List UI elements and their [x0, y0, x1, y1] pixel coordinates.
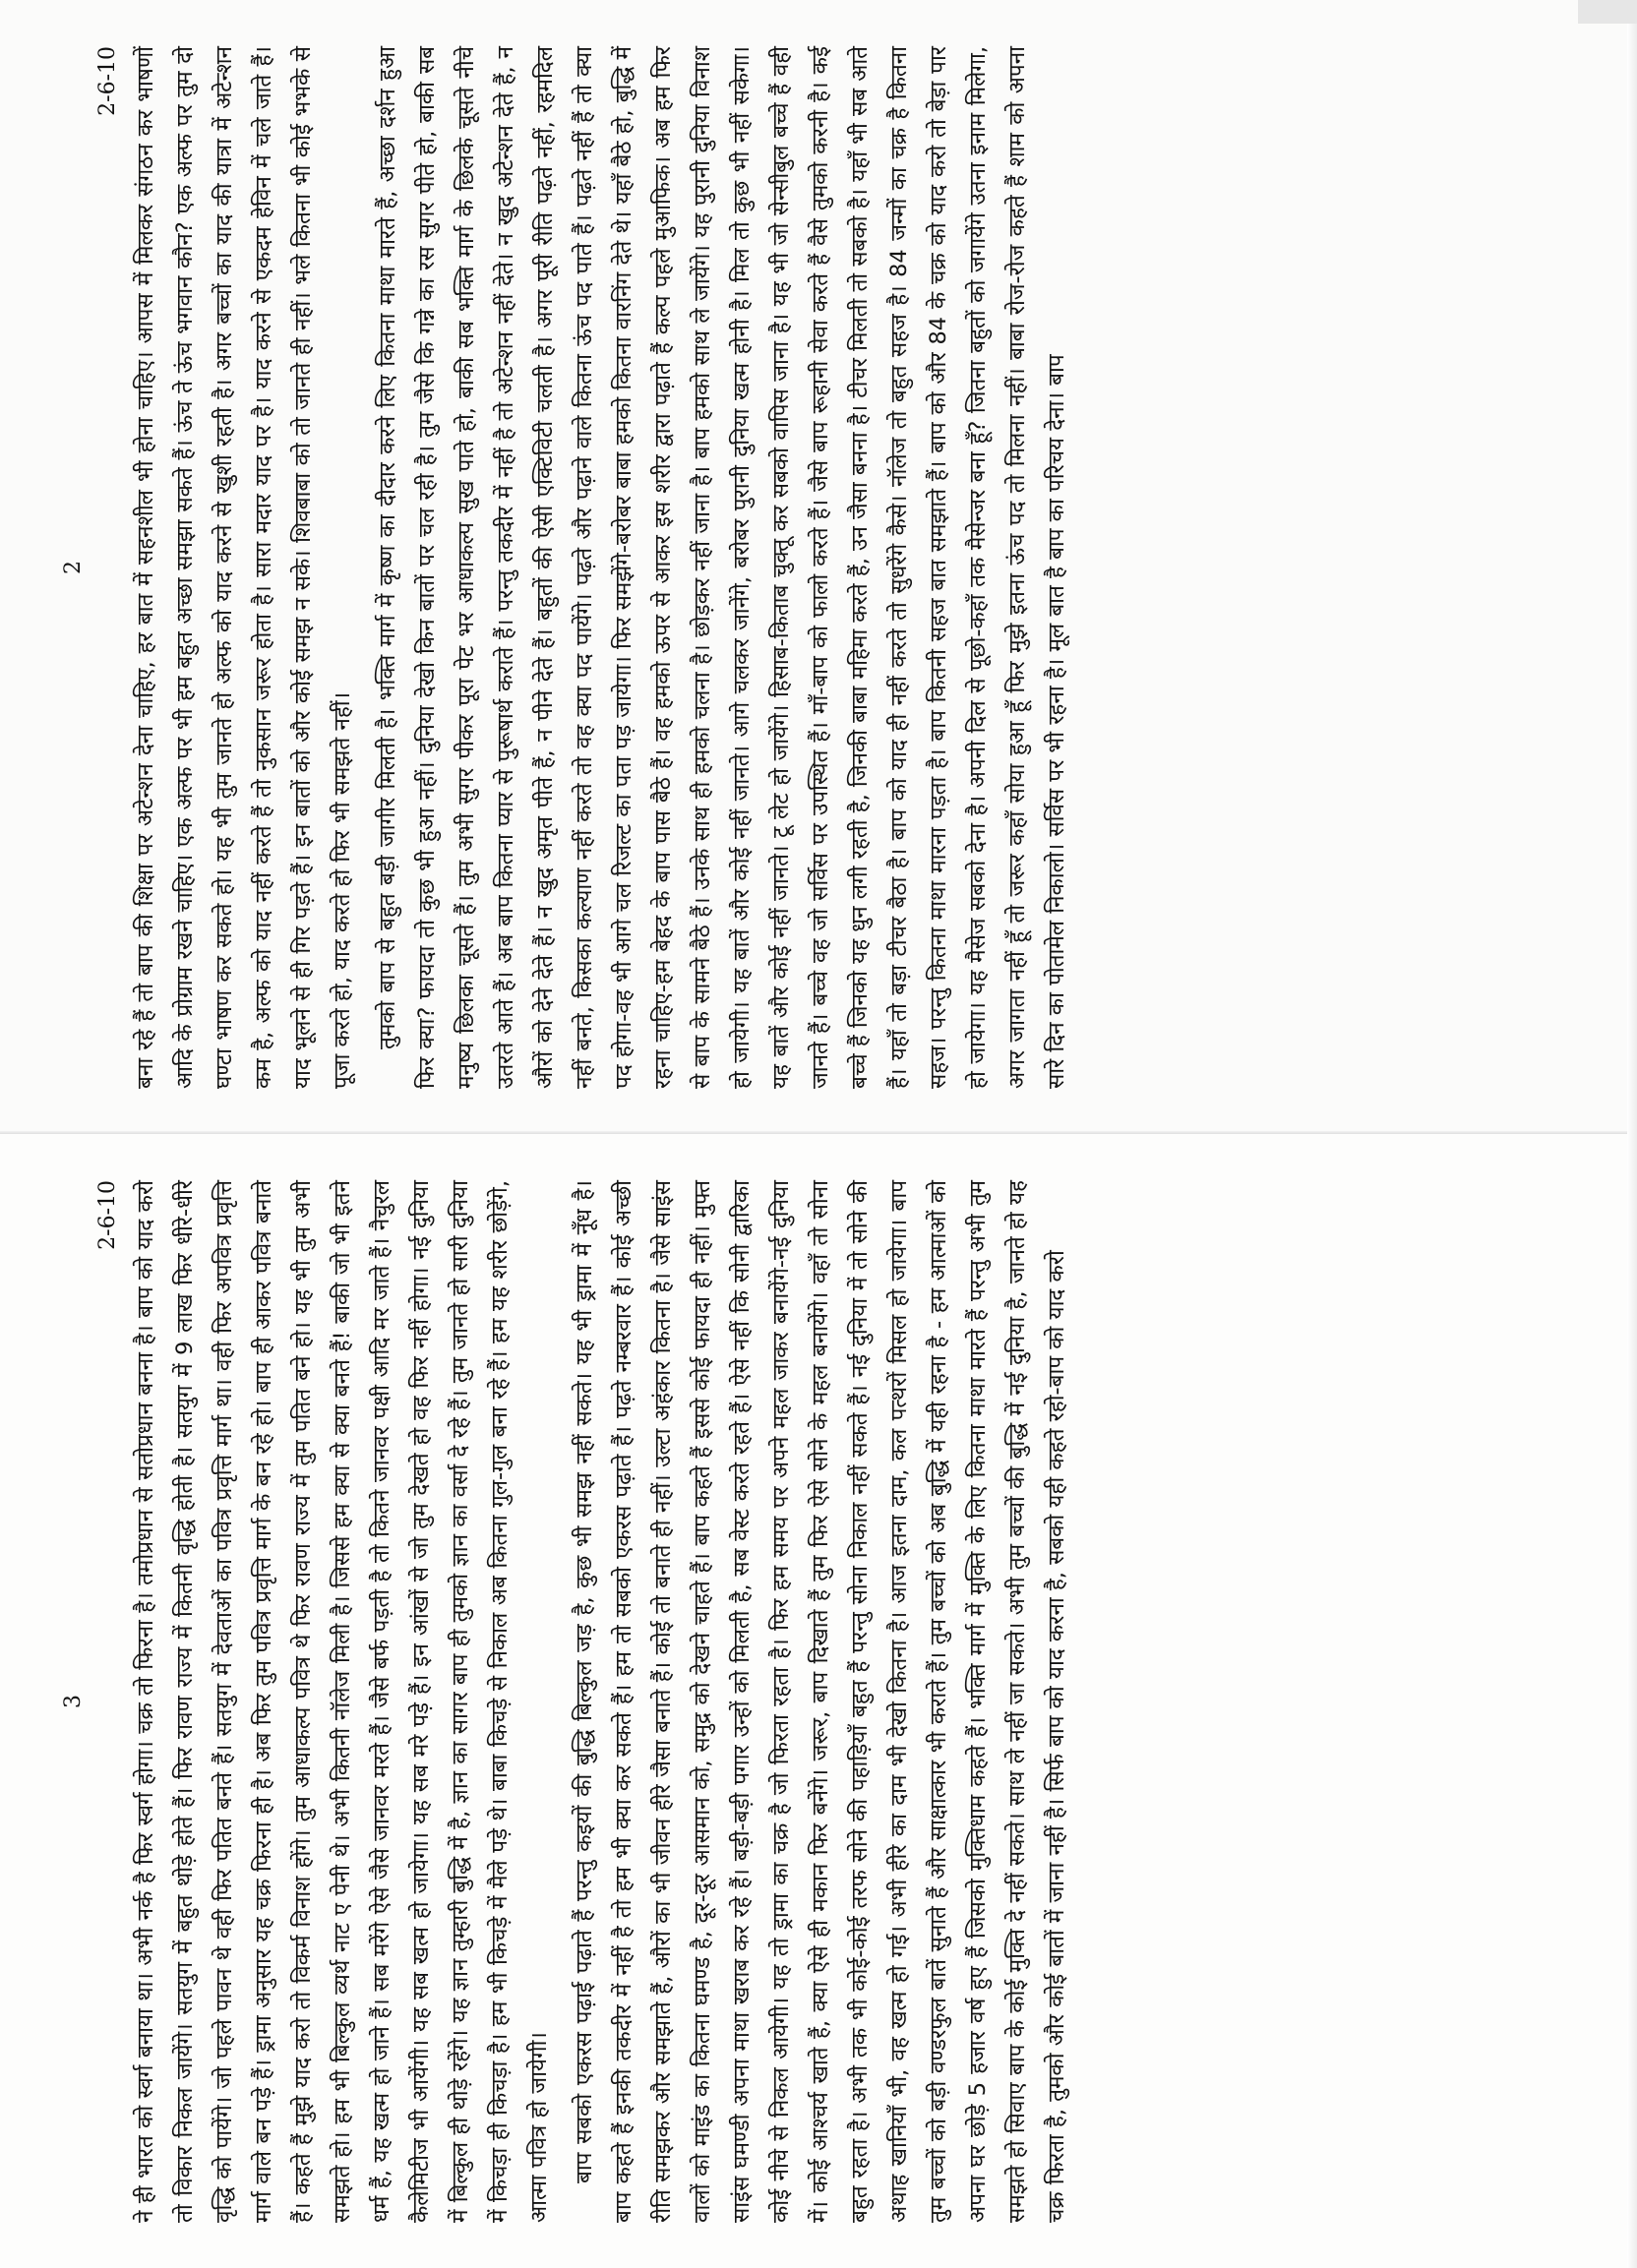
paragraph: ने ही भारत को स्वर्ग बनाया था। अभी नर्क है फिर स्वर्ग होगा। चक्र तो फिरना है। तमोप्रधान से सतोप्रधान बनना है। बाप को याद करो तो विकार निकल जायेंगे। सतयुग में बहुत थोड़े होते हैं। फिर रावण राज्य में कितनी वृद्धि होती है। सतयुग में 9 लाख फिर धीरे-धीरे वृद्धि को पायेंगे। जो पहले पावन थे वही फिर पतित बनते हैं। सतयुग में देवताओं का पवित्र प्रवृत्ति मार्ग था। वही फिर अपवित्र प्रवृत्ति मार्ग वाले बन पड़े हैं। ड्रामा अनुसार यह चक्र फिरना ही है। अब फिर तुम पवित्र प्रवृत्ति मार्ग के बन रहे हो। बाप ही आकर पवित्र बनाते हैं। कहते हैं मुझे याद करो तो विकर्म विनाश होंगे। तुम आधाकल्प पवित्र थे फिर रावण राज्य में तुम पतित बने हो। यह भी तुम अभी समझते हो। हम भी बिल्कुल व्यर्थ नाट ए पेनी थे। अभी कितनी नॉलेज मिली है। जिससे हम क्या से क्या बनते हैं! बाकी जो भी इतने धर्म हैं, यह खत्म हो जाने हैं। सब मरेंगे ऐसे जैसे जानवर मरते हैं। जैसे बर्फ पड़ती है तो कितने जानवर पक्षी आदि मर जाते हैं। नैचुरल कैलेमिटीज भी आयेंगी। यह सब खत्म हो जायेगा। यह सब मरे पड़े हैं। इन आंखों से जो तुम देखते हो वह फिर नहीं होगा। नई दुनिया में बिल्कुल ही थोड़े रहेंगे। यह ज्ञान तुम्हारी बुद्धि में है, ज्ञान का सागर बाप ही तुमको ज्ञान का वर्सा दे रहे हैं। तुम जानते हो सारी दुनिया में किचड़ा ही किचड़ा है। हम भी किचड़े में मैले पड़े थे। बाबा किचड़े से निकाल अब कितना गुल-गुल बना रहे हैं। हम यह शरीर छोड़ेंगे, आत्मा पवित्र हो जायेगी।	[133, 1179, 552, 2223]
paragraph: बना रहे हैं तो बाप की शिक्षा पर अटेन्शन देना चाहिए, हर बात में सहनशील भी होना चाहिए। आपस में मिलकर संगठन कर भाषणों आदि के प्रोग्राम रखने चाहिए। एक अल्फ पर भी हम बहुत अच्छा समझा सकते हैं। ऊंच ते ऊंच भगवान कौन? एक अल्फ पर तुम दो घण्टा भाषण कर सकते हो। यह भी तुम जानते हो अल्फ को याद करने से खुशी रहती है। अगर बच्चों का याद की यात्रा में अटेन्शन कम है, अल्फ को याद नहीं करते हैं तो नुकसान जरूर होता है। सारा मदार याद पर है। याद करने से एकदम हेविन में चले जाते हैं। याद भूलने से ही गिर पड़ते हैं। इन बातों को और कोई समझ न सके। शिवबाबा को तो जानते ही नहीं। भले कितना भी कोई भभके से पूजा करते हो, याद करते हो फिर भी समझते नहीं।	[133, 45, 355, 1089]
scan-edge-shadow	[1627, 0, 1637, 2268]
scan-corner-mark	[1578, 0, 1637, 24]
paragraph: बाप सबको एकरस पढ़ाई पढ़ाते हैं परन्तु कइयों की बुद्धि बिल्कुल जड़ है, कुछ भी समझ नहीं सकते। यह भी ड्रामा में नूँध है। बाप कहते हैं इनकी तकदीर में नहीं है तो हम भी क्या कर सकते हैं। हम तो सबको एकरस पढ़ाते हैं। पढ़ते नम्बरवार हैं। कोई अच्छी रीति समझकर और समझाते हैं, औरों का भी जीवन हीरे जैसा बनाते हैं। कोई तो बनाते ही नहीं। उल्टा अहंकार कितना है। जैसे साइंस वालों को माइंड का कितना घमण्ड है, दूर-दूर आसमान को, समुद्र को देखने चाहते हैं। बाप कहते हैं इससे कोई फायदा ही नहीं। मुफ्त साइंस घमण्डी अपना माथा खराब कर रहे हैं। बड़ी-बड़ी पगार उन्हों को मिलती है, सब वेस्ट करते रहते हैं। ऐसे नहीं कि सोनी द्वारिका कोई नीचे से निकल आयेगी। यह तो ड्रामा का चक्र है जो फिरता रहता है। फिर हम समय पर अपने महल जाकर बनायेंगे-नई दुनिया में। कोई आश्चर्य खाते हैं, क्या ऐसे ही मकान फिर बनेंगे। जरूर, बाप दिखाते हैं तुम फिर ऐसे सोने के महल बनायेंगे। वहाँ तो सोना बहुत रहता है। अभी तक भी कोई-कोई तरफ सोने की पहाड़ियाँ बहुत हैं परन्तु सोना निकाल नहीं सकते हैं। नई दुनिया में तो सोने की अथाह खानियाँ भी, वह खत्म हो गई। अभी हीरे का दाम भी देखो कितना है। आज इतना दाम, कल पत्थरों मिसल हो जायेगा। बाप तुम बच्चों को बड़ी वण्डरफुल बातें सुनाते हैं और साक्षात्कार भी कराते हैं। तुम बच्चों को अब बुद्धि में यही रहना है - हम आत्माओं को अपना घर छोड़े 5 हजार वर्ष हुए हैं जिसको मुक्तिधाम कहते हैं। भक्ति मार्ग में मुक्ति के लिए कितना माथा मारते हैं परन्तु अभी तुम समझते हो सिवाए बाप के कोई मुक्ति दे नहीं सकते। साथ ले नहीं जा सकते। अभी तुम बच्चों की बुद्धि में नई दुनिया है, जानते हो यह चक्र फिरता है, तुमको और कोई बातों में जाना नहीं है। सिर्फ बाप को याद करना है, सबको यही कहते रहो-बाप को याद करो	[572, 1179, 1069, 2223]
page-date: 2-6-10	[95, 45, 120, 116]
page-date: 2-6-10	[95, 1179, 120, 1250]
page-number: 2	[61, 560, 86, 574]
page-2-text-block	[61, 46, 1576, 1089]
page-3-text-block	[61, 1180, 1576, 2223]
page-number: 3	[61, 1694, 86, 1708]
page-3	[0, 1134, 1637, 2268]
paragraph: तुमको बाप से बहुत बड़ी जागीर मिलती है। भक्ति मार्ग में कृष्ण का दीदार करने लिए कितना माथा मारते हैं, अच्छा दर्शन हुआ फिर क्या? फायदा तो कुछ भी हुआ नहीं। दुनिया देखो किन बातों पर चल रही है। तुम जैसे कि गन्ने का रस सुगर पीते हो, बाकी सब मनुष्य छिलका चूसते हैं। तुम अभी सुगर पीकर पूरा पेट भर आधाकल्प सुख पाते हो, बाकी सब भक्ति मार्ग के छिलके चूसते नीचे उतरते आते हैं। अब बाप कितना प्यार से पुरूषार्थ कराते हैं। परन्तु तकदीर में नहीं है तो अटेन्शन नहीं देते। न खुद अटेन्शन देते हैं, न औरों को देने देते हैं। न खुद अमृत पीते हैं, न पीने देते हैं। बहुतों की ऐसी एक्टिविटी चलती है। अगर पूरी रीति पढ़ते नहीं, रहमदिल नहीं बनते, किसका कल्याण नहीं करते तो वह क्या पद पायेंगे। पढ़ते और पढ़ाने वाले कितना ऊंच पद पाते हैं। पढ़ते नहीं हैं तो क्या पद होगा-वह भी आगे चल रिजल्ट का पता पड़ जायेगा। फिर समझेंगे-बरोबर बाबा हमको कितना वारनिंग देते थे। यहाँ बैठे हो, बुद्धि में रहना चाहिए-हम बेहद के बाप पास बैठे हैं। वह हमको ऊपर से आकर इस शरीर द्वारा पढ़ाते हैं कल्प पहले मुआफिक। अब हम फिर से बाप के सामने बैठे हैं। उनके साथ ही हमको चलना है। छोड़कर नहीं जाना है। बाप हमको साथ ले जायेंगे। यह पुरानी दुनिया विनाश हो जायेगी। यह बातें और कोई नहीं जानते। आगे चलकर जानेंगे, बरोबर पुरानी दुनिया खत्म होनी है। मिल तो कुछ भी नहीं सकेगा। यह बातें और कोई नहीं जानते। टू लेट हो जायेंगे। हिसाब-किताब चुक्तू कर सबको वापिस जाना है। यह भी जो सेन्सीबुल बच्चे हैं वही जानते हैं। बच्चे वह जो सर्विस पर उपस्थित हैं। माँ-बाप को फालो करते हैं। जैसे बाप रूहानी सेवा करते हैं वैसे तुमको करनी है। कई बच्चे हैं जिनको यह धुन लगी रहती है, जिनकी बाबा महिमा करते हैं, उन जैसा बनना है। टीचर मिलती तो सबको है। यहाँ भी सब आते हैं। यहाँ तो बड़ा टीचर बैठा है। बाप को याद ही नहीं करते तो सुधरेंगे कैसे। नॉलेज तो बहुत सहज है। 84 जन्मों का चक्र है कितना सहज। परन्तु कितना माथा मारना पड़ता है। बाप कितनी सहज बात समझाते हैं। बाप को और 84 के चक्र को याद करो तो बेड़ा पार हो जायेगा। यह मैसेज सबको देना है। अपनी दिल से पूछो-कहाँ तक मैसेन्जर बना हूँ? जितना बहुतों को जगायेंगे उतना इनाम मिलेगा, अगर जागता नहीं हूँ तो जरूर कहाँ सोया हुआ हूँ फिर मुझे इतना ऊंच पद तो मिलना नहीं। बाबा रोज-रोज कहते हैं शाम को अपना सारे दिन का पोतामेल निकालो। सर्विस पर भी रहना है। मूल बात है बाप का परिचय देना। बाप	[375, 45, 1069, 1089]
